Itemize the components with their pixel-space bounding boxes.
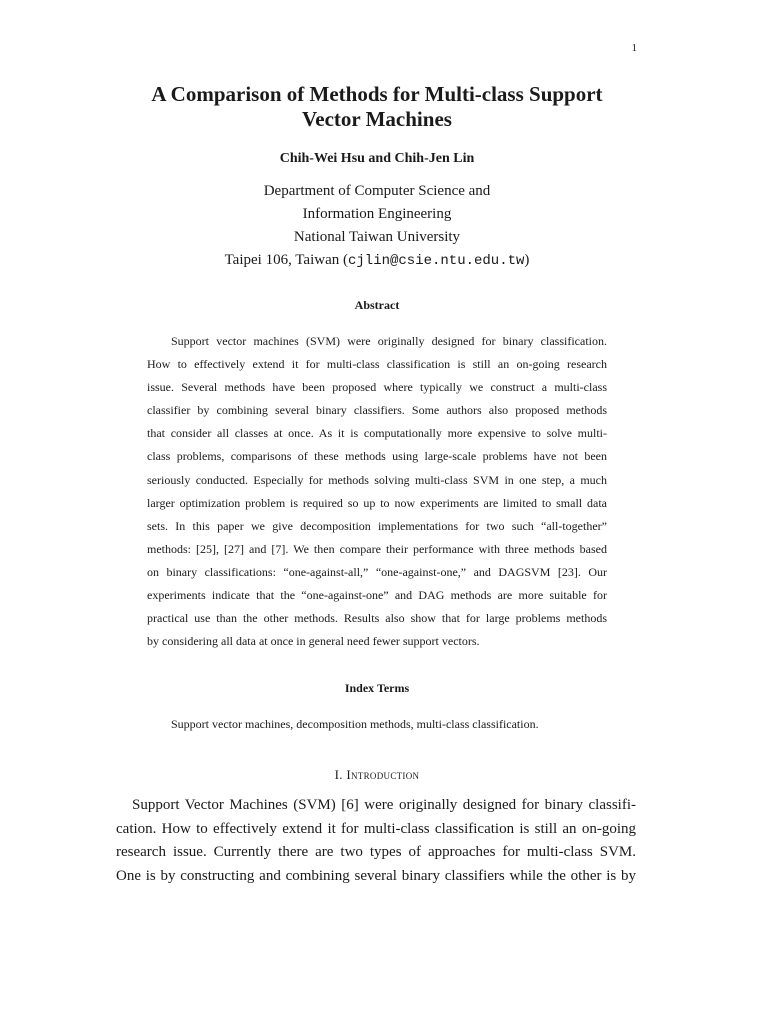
paper-title-line-2: Vector Machines: [302, 107, 452, 131]
abstract-line: experiments indicate that the “one-against-one” and DAG methods are more suitable for: [147, 588, 607, 603]
affiliation-line-1: Department of Computer Science and: [263, 183, 491, 199]
section-title: Introduction: [346, 767, 420, 782]
introduction-line: cation. How to effectively extend it for multi-class classification is still an on-going: [116, 820, 636, 837]
abstract-line: practical use than the other methods. Results also show that for large problems methods: [147, 611, 607, 626]
page-number: 1: [631, 42, 637, 54]
index-terms-text: Support vector machines, decomposition methods, multi-class classification.: [171, 717, 539, 731]
author-email: cjlin@csie.ntu.edu.tw: [347, 253, 525, 269]
abstract-line: issue. Several methods have been proposed where typically we construct a multi-class: [147, 380, 607, 395]
affiliation-line-2: Information Engineering: [302, 206, 452, 222]
abstract-heading: Abstract: [354, 298, 400, 312]
introduction-line: One is by constructing and combining several binary classifiers while the other is by: [116, 867, 636, 884]
paper-title-line-1: A Comparison of Methods for Multi-class Support: [151, 82, 603, 106]
abstract-line: by considering all data at once in general need fewer support vectors.: [147, 634, 480, 649]
introduction-line: Support Vector Machines (SVM) [6] were originally designed for binary classifi-: [132, 797, 636, 813]
affiliation-location: Taipei 106, Taiwan (: [224, 252, 348, 268]
abstract-line: classifier by combining several binary classifiers. Some authors also proposed methods: [147, 403, 607, 418]
index-terms-heading: Index Terms: [344, 681, 410, 695]
introduction-line: research issue. Currently there are two types of approaches for multi-class SVM.: [116, 844, 636, 860]
abstract-body: [147, 330, 607, 653]
abstract-line: How to effectively extend it for multi-class classification is still an on-going research: [147, 357, 607, 372]
paper-title: [100, 82, 654, 132]
affiliation-line-4: [100, 249, 654, 273]
abstract-line: methods: [25], [27] and [7]. We then compare their performance with three methods based: [147, 541, 607, 556]
abstract-line: that consider all classes at once. As it is computationally more expensive to solve multi-: [147, 426, 607, 441]
abstract-line: Support vector machines (SVM) were originally designed for binary classification.: [171, 334, 607, 348]
author-affiliation: [100, 180, 654, 273]
abstract-line: seriously conducted. Especially for methods solving multi-class SVM in one step, a much: [147, 472, 607, 487]
introduction-body: [116, 794, 636, 888]
section-number: I.: [334, 767, 343, 782]
abstract-line: on binary classifications: “one-against-all,” “one-against-one,” and DAGSVM [23]. Our: [147, 564, 607, 579]
paper-authors: Chih-Wei Hsu and Chih-Jen Lin: [279, 151, 475, 166]
abstract-line: class problems, comparisons of these methods using large-scale problems have not been: [147, 449, 607, 464]
affiliation-line-3: National Taiwan University: [293, 229, 461, 245]
abstract-line: larger optimization problem is required so up to now experiments are limited to small data: [147, 495, 607, 510]
affiliation-close-paren: ): [524, 252, 530, 268]
abstract-line: sets. In this paper we give decomposition implementations for two such “all-together”: [147, 518, 607, 533]
section-heading-introduction: [100, 767, 654, 783]
